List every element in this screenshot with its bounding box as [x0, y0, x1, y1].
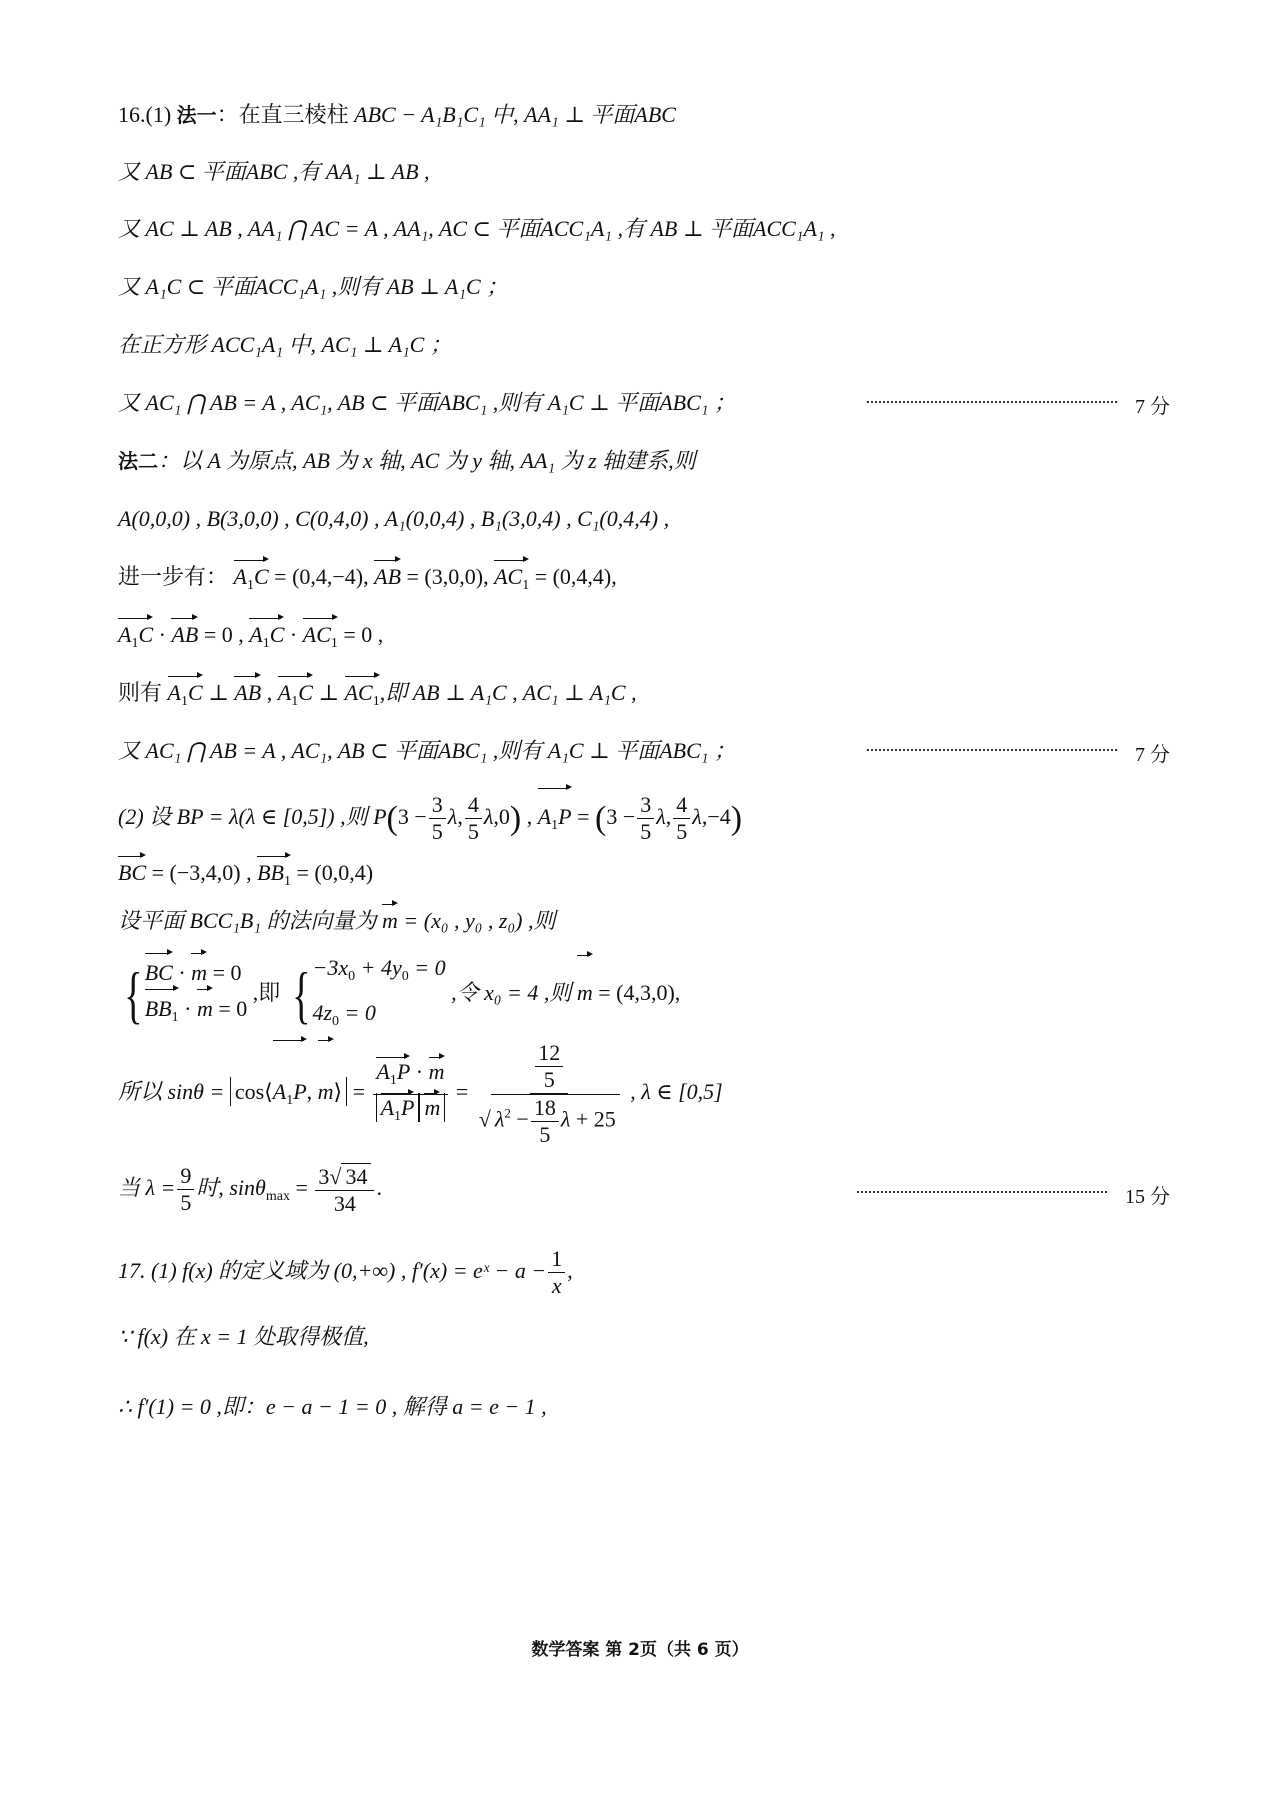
line-8	[118, 504, 1170, 534]
math: = (0,0,4)	[296, 860, 374, 885]
text: ：以 A 为原点, AB 为 x 轴, AC 为 y 轴, AA₁ 为 z 轴建系,则	[158, 448, 696, 473]
score-marker	[857, 1180, 1170, 1209]
text: 进一步有：	[118, 564, 229, 589]
vector-m: m	[577, 957, 593, 1029]
math: ABC − A₁B₁C₁ 中, AA₁ ⊥ 平面ABC	[354, 102, 676, 127]
vector-bc: BC	[118, 858, 146, 888]
line-11: 则有 $A_1C$ ⊥ AB , $A_1C$ ⊥ $AC_1$,即 AB ⊥ A₁C , AC₁ ⊥ A₁C ,	[118, 678, 1170, 717]
text: 又 A₁C ⊂ 平面ACC₁A₁ ,则有 AB ⊥ A₁C ；	[118, 274, 509, 299]
text: 所以 sinθ =	[118, 1079, 225, 1105]
method-two-label: 法二	[118, 449, 158, 473]
line-16	[118, 950, 1170, 1040]
vector-ab: AB	[374, 562, 401, 592]
line-2	[118, 157, 1170, 187]
text: ∴ f′(1) = 0 ,即：e − a − 1 = 0 , 解得 a = e − 1 ,	[118, 1394, 547, 1419]
text: (2) 设 BP = λ(λ ∈ [0,5]) ,则 P	[118, 804, 387, 829]
vector-a1c: $A_1C$	[249, 620, 284, 659]
text: 又 AB ⊂ 平面ABC ,有 AA₁ ⊥ AB ,	[118, 159, 430, 184]
text: 又 AC ⊥ AB , AA₁ ⋂ AC = A , AA₁, AC ⊂ 平面ACC₁A₁ ,有 AB ⊥ 平面ACC₁A₁ ,	[118, 216, 836, 241]
line-15	[118, 906, 1170, 936]
text: 当 λ =	[118, 1175, 176, 1200]
math: = (x₀ , y₀ , z₀) ,则	[403, 908, 556, 933]
vector-ac1: $AC_1$	[494, 562, 529, 601]
math: = (4,3,0),	[598, 980, 681, 1006]
vector-a1p: $A_1P$	[538, 790, 572, 853]
text: 时, sinθ	[196, 1175, 266, 1200]
vector-ab: AB	[171, 620, 198, 650]
math: = (−3,4,0) ,	[151, 860, 252, 885]
math: ,令 x₀ = 4 ,则	[451, 980, 572, 1006]
text: 又 AC₁ ⋂ AB = A , AC₁, AB ⊂ 平面ABC₁ ,则有 A₁C ⊥ 平面ABC₁ ；	[118, 738, 736, 763]
line-4	[118, 272, 1170, 302]
question-number: 16.(1)	[118, 102, 177, 127]
line-13: (2) 设 BP = λ(λ ∈ [0,5]) ,则 P(3 − $\frac{3}{5}$ λ, $\frac{4}{5}$ λ,0) , $A_1P = (3$ − $\frac{3}{5}$ λ, $\frac{4}{5}$ λ,−4)	[118, 790, 1170, 853]
line-14	[118, 858, 1170, 897]
vector-a1c: $A_1C$	[234, 562, 269, 601]
vector-a1c: $A_1C$	[278, 678, 313, 717]
vector-m: m	[382, 906, 398, 936]
score-marker	[867, 738, 1170, 767]
vector-bb1: $BB_1$	[257, 858, 291, 897]
line-3	[118, 214, 1170, 244]
text: 设平面 BCC₁B₁ 的法向量为	[118, 908, 377, 933]
line-21	[118, 1392, 1170, 1422]
text: ,即	[252, 980, 281, 1006]
line-18: 当 λ = $\frac{9}{5}$ 时, sinθ$_{max}$ = $\frac{3√ 34}{34}$ .	[118, 1163, 382, 1216]
line-19: 17. (1) f(x) 的定义域为 (0,+∞) , f′(x) = eˣ − a − $\frac{1}{x}$ ,	[118, 1246, 573, 1299]
math: ,即 AB ⊥ A₁C , AC₁ ⊥ A₁C ,	[379, 680, 637, 705]
text: ：在直三棱柱	[216, 102, 349, 127]
method-one-label: 法一	[176, 103, 217, 127]
page-footer: 数学答案 第 2页（共 6 页）	[531, 1640, 749, 1660]
text: ∵ f(x) 在 x = 1 处取得极值,	[118, 1324, 369, 1349]
text: 又 AC₁ ⋂ AB = A , AC₁, AB ⊂ 平面ABC₁ ,则有 A₁C ⊥ 平面ABC₁ ；	[118, 390, 736, 415]
line-16-1	[118, 100, 1170, 130]
text: =	[295, 1175, 308, 1200]
vector-a1c: $A_1C$	[118, 620, 153, 659]
text: 17. (1) f(x) 的定义域为 (0,+∞) , f′(x) = eˣ − a −	[118, 1258, 547, 1283]
line-17: 所以 $\sin\theta = \cos⟨A_1P$, m⟩ = $\frac{A_1P \cdot m}{A_1P m}$ = $\frac{12}{5}$ √ $\lambda^2$ − $\frac{18}{5}$ λ + 25 , λ ∈ [0,5]	[118, 1040, 1170, 1151]
vector-ac1: $AC_1$	[345, 678, 380, 717]
math: = (3,0,0),	[406, 564, 495, 589]
math: = (0,4,−4),	[274, 564, 375, 589]
math: = 0 ,	[203, 622, 244, 647]
line-10: $A_1C$ · AB = 0 , $A_1C \cdot AC_1 = 0$ ,	[118, 620, 1170, 659]
line-20	[118, 1322, 1170, 1352]
score: 7 分	[1135, 744, 1170, 766]
vector-ac1: $AC_1$	[303, 620, 338, 659]
line-9	[118, 562, 1170, 601]
subscript: max	[265, 1189, 290, 1204]
math: = (0,4,4),	[534, 564, 617, 589]
equation-system: { BC · m = 0 $BB_1 \cdot m = 0$	[118, 955, 247, 1036]
line-5	[118, 330, 1170, 360]
vector-a1c: $A_1C$	[168, 678, 203, 717]
score: 7 分	[1135, 396, 1170, 418]
score-marker	[867, 390, 1170, 419]
line-7	[118, 446, 1170, 476]
text: 在正方形 ACC₁A₁ 中, AC₁ ⊥ A₁C ；	[118, 332, 452, 357]
text: 则有	[118, 680, 163, 705]
math: = 0 ,	[343, 622, 384, 647]
equation-system: { $-3x_0 + 4y_0 = 0$ $4z_0 = 0$	[291, 955, 446, 1030]
text: A(0,0,0) , B(3,0,0) , C(0,4,0) , A₁(0,0,4) , B₁(3,0,4) , C₁(0,4,4) ,	[118, 506, 670, 531]
score: 15 分	[1125, 1186, 1170, 1208]
text: .	[376, 1175, 382, 1200]
math: , λ ∈ [0,5]	[630, 1079, 723, 1105]
vector-ab: AB	[234, 678, 261, 708]
